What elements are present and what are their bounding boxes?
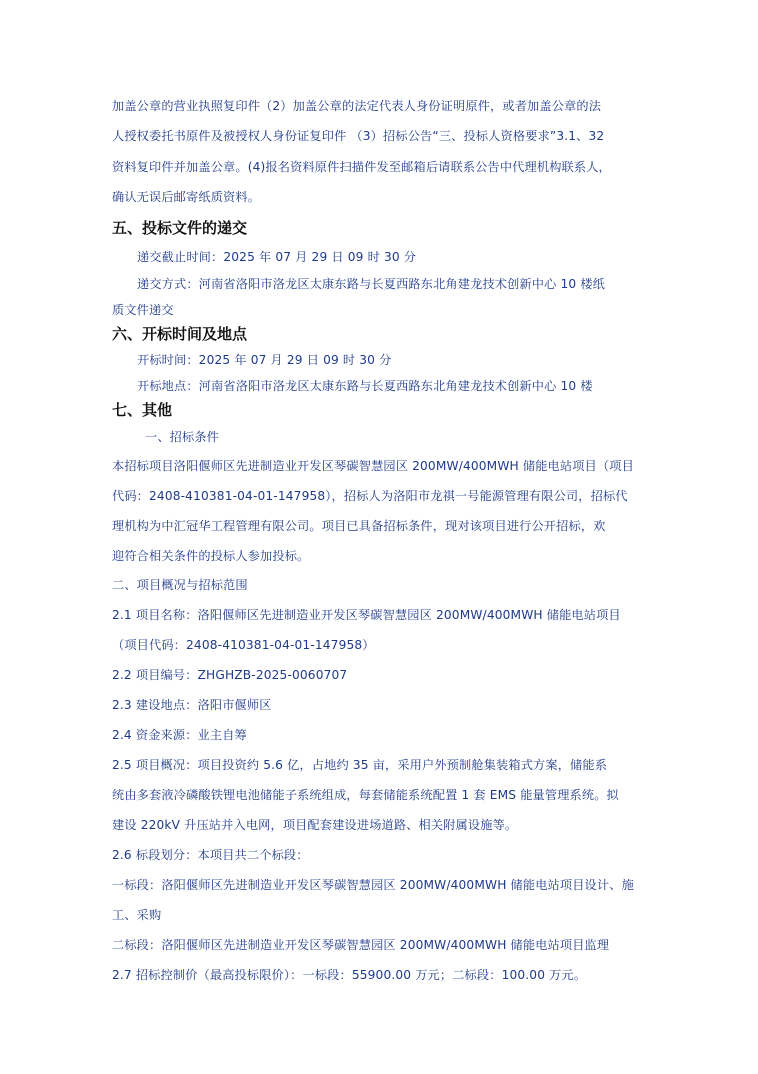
item-2-6: 2.6 标段划分：本项目共二个标段： — [112, 848, 309, 862]
section6-heading: 六、开标时间及地点 — [112, 325, 248, 343]
item-2-5-line-2: 统由多套液冷磷酸铁锂电池储能子系统组成，每套储能系统配置 1 套 EMS 能量管理系统。拟 — [112, 788, 619, 802]
tender-conditions-heading: 一、招标条件 — [145, 430, 220, 444]
item-2-2: 2.2 项目编号：ZHGHZB-2025-0060707 — [112, 668, 348, 682]
section5-heading: 五、投标文件的递交 — [112, 219, 248, 237]
opening-time: 开标时间：2025 年 07 月 29 日 09 时 30 分 — [137, 353, 392, 367]
conditions-line-3: 理机构为中汇冠华工程管理有限公司。项目已具备招标条件，现对该项目进行公开招标，欢 — [112, 519, 606, 533]
item-2-7: 2.7 招标控制价（最高投标限价）：一标段：55900.00 万元；二标段：100.00 万元。 — [112, 968, 587, 982]
conditions-line-2: 代码：2408-410381-04-01-147958），招标人为洛阳市龙祺一号能源管理有限公司，招标代 — [112, 489, 628, 503]
item-2-1-line-2: （项目代码：2408-410381-04-01-147958） — [112, 638, 375, 652]
intro-line-3: 资料复印件并加盖公章。(4)报名资料原件扫描件发至邮箱后请联系公告中代理机构联系人， — [112, 160, 611, 174]
lot-1-line-1: 一标段：洛阳偃师区先进制造业开发区琴碳智慧园区 200MW/400MWH 储能电站项目设计、施 — [112, 878, 634, 892]
intro-line-4: 确认无误后邮寄纸质资料。 — [112, 190, 261, 204]
project-overview-heading: 二、项目概况与招标范围 — [112, 578, 248, 592]
item-2-4: 2.4 资金来源：业主自筹 — [112, 728, 247, 742]
section7-heading: 七、其他 — [112, 401, 173, 419]
conditions-line-4: 迎符合相关条件的投标人参加投标。 — [112, 549, 310, 563]
item-2-3: 2.3 建设地点：洛阳市偃师区 — [112, 698, 272, 712]
lot-1-line-2: 工、采购 — [112, 908, 162, 922]
submission-method-line-1: 递交方式：河南省洛阳市洛龙区太康东路与长夏西路东北角建龙技术创新中心 10 楼纸 — [137, 277, 606, 291]
conditions-line-1: 本招标项目洛阳偃师区先进制造业开发区琴碳智慧园区 200MW/400MWH 储能电站项目（项目 — [112, 459, 634, 473]
submission-method-line-2: 质文件递交 — [112, 303, 174, 317]
item-2-1-line-1: 2.1 项目名称：洛阳偃师区先进制造业开发区琴碳智慧园区 200MW/400MWH 储能电站项目 — [112, 608, 621, 622]
submission-deadline: 递交截止时间：2025 年 07 月 29 日 09 时 30 分 — [137, 250, 417, 264]
item-2-5-line-1: 2.5 项目概况：项目投资约 5.6 亿，占地约 35 亩，采用户外预制舱集装箱式方案，储能系 — [112, 758, 608, 772]
intro-line-2: 人授权委托书原件及被授权人身份证复印件 （3）招标公告“三、投标人资格要求”3.1、32 — [112, 129, 605, 143]
item-2-5-line-3: 建设 220kV 升压站并入电网，项目配套建设进场道路、相关附属设施等。 — [112, 818, 518, 832]
opening-place: 开标地点：河南省洛阳市洛龙区太康东路与长夏西路东北角建龙技术创新中心 10 楼 — [137, 379, 593, 393]
lot-2: 二标段：洛阳偃师区先进制造业开发区琴碳智慧园区 200MW/400MWH 储能电站项目监理 — [112, 938, 610, 952]
intro-line-1: 加盖公章的营业执照复印件（2）加盖公章的法定代表人身份证明原件，或者加盖公章的法 — [112, 99, 602, 113]
